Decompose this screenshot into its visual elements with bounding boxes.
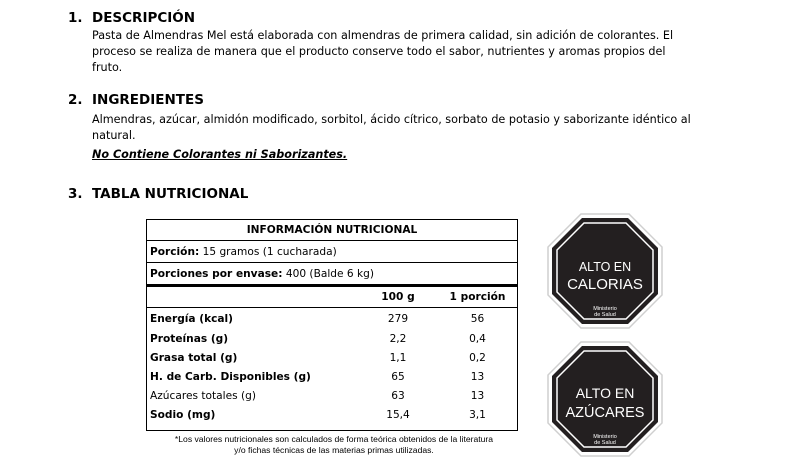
row-value-100g: 1,1	[389, 352, 407, 364]
column-header-row	[146, 286, 518, 308]
seal-ministry-line2: de Salud	[594, 440, 616, 446]
row-label: Sodio (mg)	[150, 409, 216, 421]
ingredients-text: Almendras, azúcar, almidón modificado, sorbitol, ácido cítrico, sorbato de potasio y saborizante idéntico al natural.	[92, 113, 691, 142]
footnote-line-2: y/o fichas técnicas de las materias primas utilizadas.	[234, 445, 434, 455]
section-1-title: DESCRIPCIÓN	[92, 10, 196, 26]
servings-value: 400 (Balde 6 kg)	[285, 267, 374, 280]
table-row	[146, 368, 518, 387]
seal-ministry-line1: Ministerio	[593, 306, 617, 312]
seal-line2: AZÚCARES	[565, 405, 645, 421]
portion-row	[146, 241, 518, 263]
row-value-100g: 279	[387, 312, 409, 325]
seal-line1: ALTO EN	[578, 260, 632, 274]
row-label: Proteínas (g)	[150, 333, 229, 345]
row-value-portion: 13	[470, 371, 485, 383]
seal-ministry-line1: Ministerio	[593, 434, 617, 440]
row-value-portion: 3,1	[469, 409, 486, 421]
section-3-title: TABLA NUTRICIONAL	[92, 186, 249, 202]
row-label: Grasa total (g)	[150, 352, 238, 364]
row-label: Azúcares totales (g)	[150, 390, 256, 402]
row-value-portion: 13	[470, 390, 485, 402]
servings-label: Porciones por envase:	[150, 267, 283, 280]
section-3-number: 3.	[68, 186, 83, 202]
row-value-100g: 65	[391, 371, 405, 383]
high-sugars-seal	[546, 340, 664, 458]
section-1-heading	[68, 10, 195, 26]
table-row	[146, 308, 518, 330]
section-2-title: INGREDIENTES	[92, 92, 204, 108]
table-row	[146, 349, 518, 368]
row-value-portion: 0,4	[469, 333, 486, 345]
footnote-line-1: *Los valores nutricionales son calculados de forma teórica obtenidos de la literatura	[174, 434, 494, 444]
nutrition-table	[146, 219, 518, 425]
section-1-number: 1.	[68, 10, 83, 26]
seal-line1: ALTO EN	[575, 385, 635, 401]
servings-row	[146, 263, 518, 286]
section-2-heading	[68, 92, 204, 108]
table-row	[146, 406, 518, 425]
table-row	[146, 330, 518, 349]
row-value-100g: 2,2	[389, 333, 407, 345]
no-colorants-note: No Contiene Colorantes ni Saborizantes.	[92, 148, 348, 161]
section-3-heading	[68, 186, 248, 202]
row-value-100g: 15,4	[386, 409, 410, 421]
table-title: INFORMACIÓN NUTRICIONAL	[146, 219, 518, 241]
row-value-portion: 56	[470, 312, 485, 325]
row-label: H. de Carb. Disponibles (g)	[150, 371, 311, 383]
table-row	[146, 387, 518, 406]
portion-label: Porción:	[150, 245, 200, 258]
section-2-number: 2.	[68, 92, 83, 108]
portion-value: 15 gramos (1 cucharada)	[202, 245, 337, 258]
row-value-portion: 0,2	[469, 352, 486, 364]
col-portion-header: 1 porción	[437, 286, 518, 308]
table-title-row	[146, 219, 518, 241]
table-footnote	[139, 434, 529, 456]
seal-line2: CALORIAS	[567, 276, 643, 293]
row-label: Energía (kcal)	[150, 312, 234, 325]
col-100g-header: 100 g	[359, 286, 437, 308]
high-calories-seal	[546, 212, 664, 330]
row-value-100g: 63	[391, 390, 405, 402]
seal-ministry-line2: de Salud	[594, 312, 616, 318]
description-text: Pasta de Almendras Mel está elaborada con almendras de primera calidad, sin adición de colorantes. El proceso se realiza de manera que el producto conserve todo el sabor, nutrientes y aromas propios del fruto.	[92, 29, 674, 74]
